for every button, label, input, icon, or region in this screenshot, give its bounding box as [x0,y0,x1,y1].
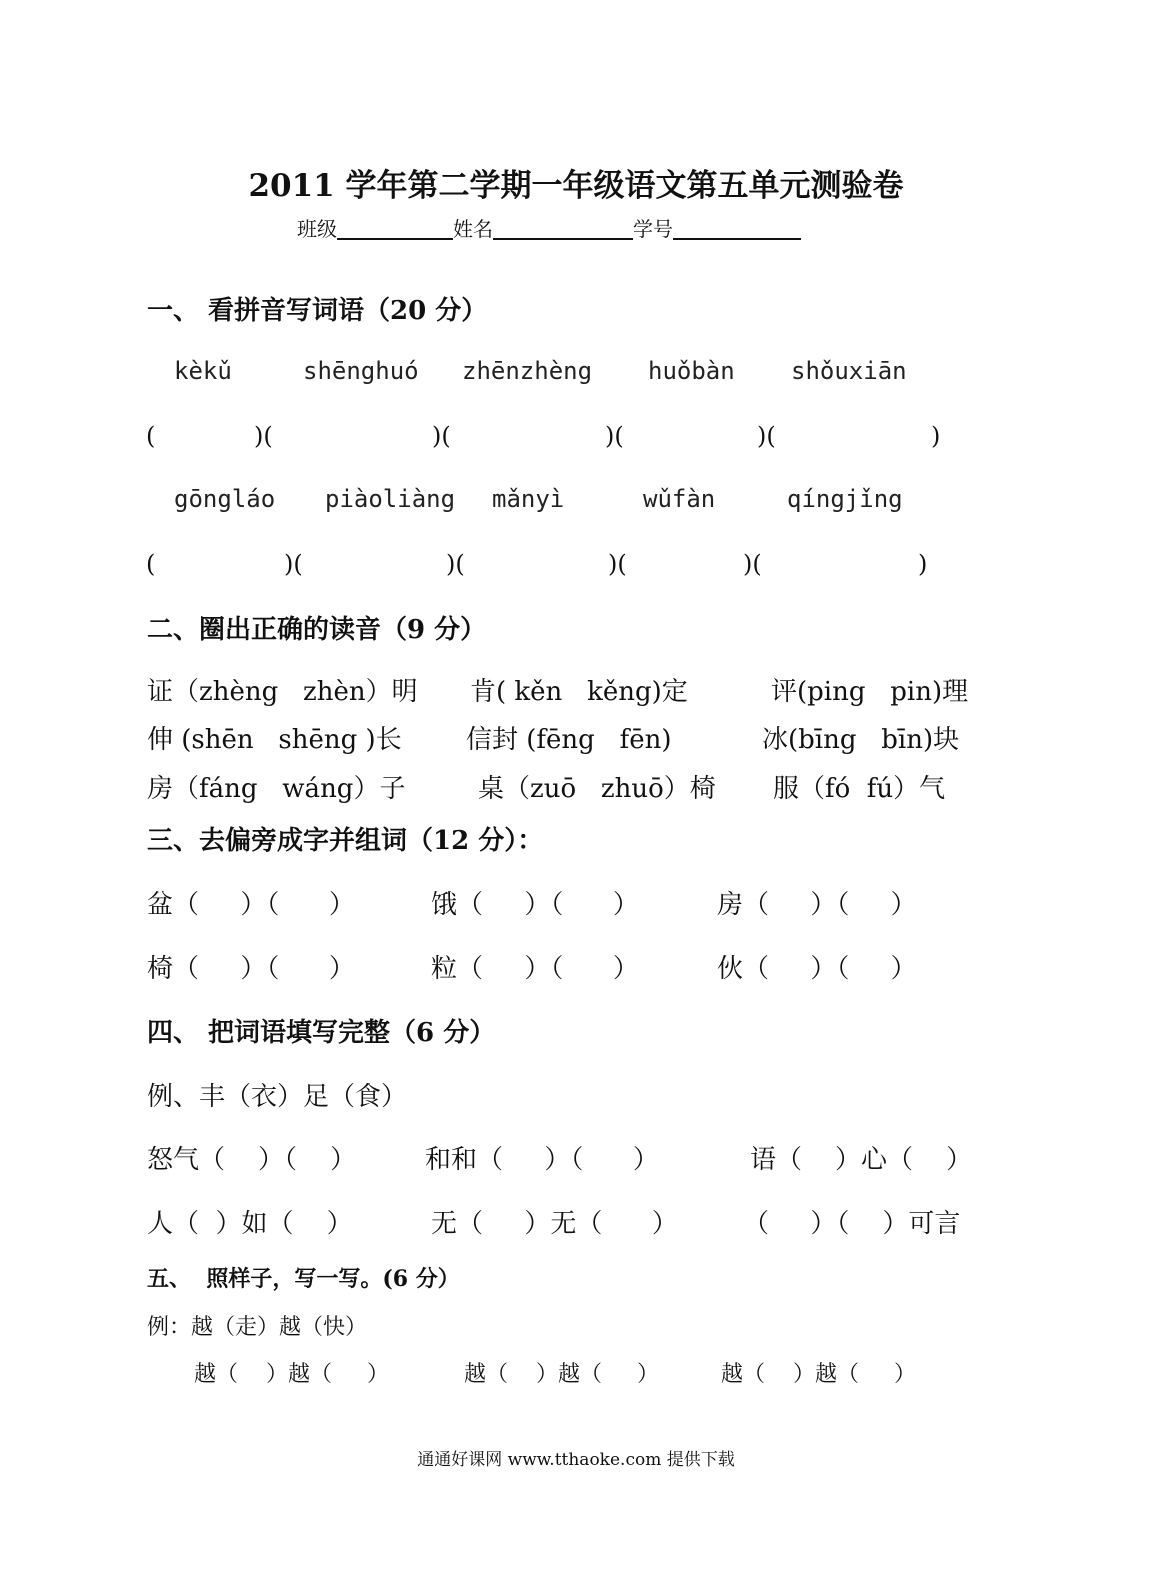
student-info [297,213,801,242]
pinyin: shēnghuó [303,357,419,385]
word-fill-item: 语（ ）心（ ） [750,1145,973,1175]
answer-paren: ) [931,422,941,450]
word-fill-item: 和和（ ）（ ） [425,1145,659,1175]
section1-heading: 一、 看拼音写词语（20 分） [147,296,488,326]
answer-paren: )( [743,550,762,578]
pronunciation-item: 信封 (fēng fēn) [466,725,672,755]
pinyin: qíngjǐng [787,485,903,513]
section2-heading: 二、圈出正确的读音（9 分） [147,615,487,645]
pattern-item: 越（ ）越（ ） [721,1362,916,1387]
class-label: 班级 [297,217,337,241]
radical-item: 房（ ）（ ） [717,890,917,920]
answer-paren: )( [284,550,303,578]
pronunciation-item: 房（fáng wáng）子 [147,774,406,804]
section3-heading: 三、去偏旁成字并组词（12 分）： [147,826,544,856]
section4-heading: 四、 把词语填写完整（6 分） [147,1018,496,1048]
number-blank[interactable] [673,218,801,240]
pinyin: shǒuxiān [791,357,907,385]
page-title: 2011 学年第二学期一年级语文第五单元测验卷 [248,168,904,204]
pattern-item: 越（ ）越（ ） [464,1362,659,1387]
footer-credit: 通通好课网 www.tthaoke.com 提供下载 [417,1450,735,1470]
class-blank[interactable] [337,218,453,240]
pronunciation-item: 证（zhèng zhèn）明 [147,677,418,707]
section4-example: 例、丰（衣）足（食） [147,1082,408,1112]
radical-item: 盆（ ）（ ） [147,890,355,920]
radical-item: 饿（ ）（ ） [431,890,639,920]
pinyin: piàoliàng [325,485,456,513]
answer-paren: ) [918,550,928,578]
pinyin: gōngláo [174,485,276,513]
pinyin: zhēnzhèng [462,357,593,385]
answer-paren: )( [605,422,624,450]
name-blank[interactable] [493,218,633,240]
pinyin: huǒbàn [648,357,735,385]
pronunciation-item: 桌（zuō zhuō）椅 [478,774,716,804]
name-label: 姓名 [453,217,493,241]
pronunciation-item: 评(ping pin)理 [771,677,969,707]
word-fill-item: 无（ ）无（ ） [431,1209,678,1239]
radical-item: 粒（ ）（ ） [431,954,639,984]
answer-paren: )( [432,422,451,450]
pinyin: kèkǔ [174,357,232,385]
pronunciation-item: 服（fó fú）气 [773,774,946,804]
answer-paren: )( [254,422,273,450]
section5-example: 例：越（走）越（快） [147,1315,368,1340]
number-label: 学号 [633,217,673,241]
radical-item: 伙（ ）（ ） [717,954,917,984]
answer-paren: )( [608,550,627,578]
answer-paren: ( [146,550,156,578]
radical-item: 椅（ ）（ ） [147,954,355,984]
answer-paren: ( [146,422,156,450]
answer-paren: )( [446,550,465,578]
pinyin: wǔfàn [643,485,716,513]
word-fill-item: 人（ ）如（ ） [147,1209,353,1239]
pronunciation-item: 冰(bīng bīn)块 [762,725,960,755]
word-fill-item: 怒气（ ）（ ） [147,1145,357,1175]
section5-heading: 五、 照样子，写一写。(6 分） [147,1266,460,1292]
pronunciation-item: 肯( kěn kěng)定 [470,677,688,707]
word-fill-item: （ ）（ ）可言 [743,1209,961,1239]
pinyin: mǎnyì [492,485,565,513]
pronunciation-item: 伸 (shēn shēng )长 [147,725,402,755]
pattern-item: 越（ ）越（ ） [194,1362,389,1387]
answer-paren: )( [757,422,776,450]
